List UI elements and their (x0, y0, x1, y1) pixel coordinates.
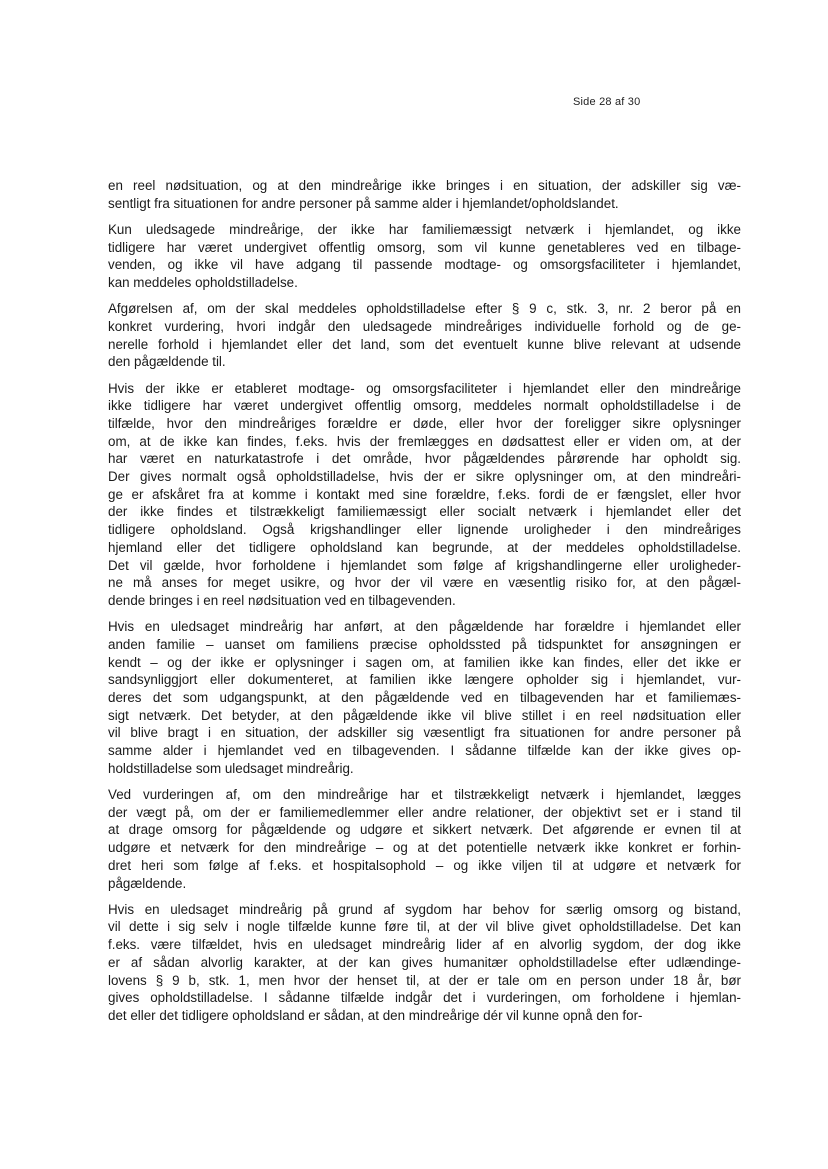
text-line: den pågældende til. (108, 354, 226, 370)
text-line: kan meddeles opholdstilladelse. (108, 275, 298, 291)
text-line: deres det som udgangspunkt, at den pågældende ved en tilbagevenden har et familiemæs- (108, 689, 741, 705)
text-line: tidligere har været undergivet offentlig omsorg, som vil kunne genetableres ved en tilbage- (108, 239, 741, 255)
text-line: en reel nødsituation, og at den mindreårige ikke bringes i en situation, der adskiller sig væ- (108, 178, 741, 193)
text-line: vil blive bragt i en situation, der adskiller sig væsentligt fra situationen for andre personer på (108, 725, 741, 741)
text-line: Hvis der ikke er etableret modtage- og omsorgsfaciliteter i hjemlandet eller den mindreårige (108, 380, 741, 396)
text-line: samme alder i hjemlandet ved en tilbagevenden. I sådanne tilfælde kan der ikke gives op- (108, 743, 741, 759)
text-line: har været en naturkatastrofe i det område, hvor pågældendes pårørende har opholdt sig. (108, 451, 741, 467)
text-line: Der gives normalt også opholdstilladelse, hvis der er sikre oplysninger om, at den mindreåri- (108, 469, 741, 485)
text-line: anden familie – uanset om familiens præcise opholdssted på tidspunktet for ansøgningen er (108, 636, 741, 652)
paragraph (108, 177, 741, 212)
paragraph (108, 901, 741, 1025)
text-line: pågældende. (108, 875, 187, 891)
text-line: der vægt på, om der er familiemedlemmer eller andre relationer, der objektivt set er i stand til (108, 804, 741, 820)
text-line: f.eks. være tilfældet, hvis en uledsaget mindreårig lider af en alvorlig sygdom, der dog ikke (108, 937, 741, 953)
text-line: venden, og ikke vil have adgang til passende modtage- og omsorgsfaciliteter i hjemlandet, (108, 257, 741, 273)
text-line: hjemland eller det tidligere opholdsland kan begrunde, at der meddeles opholdstilladelse. (108, 539, 741, 555)
text-line: dende bringes i en reel nødsituation ved en tilbagevenden. (108, 592, 456, 608)
paragraph (108, 221, 741, 292)
text-line: udgøre et netværk for den mindreårige – og at det potentielle netværk ikke konkret er forhin- (108, 840, 741, 856)
text-line: det eller det tidligere opholdsland er sådan, at den mindreårige dér vil kunne opnå den for- (108, 1007, 643, 1023)
text-line: Det vil gælde, hvor forholdene i hjemlandet som følge af krigshandlingerne eller uroligheder- (108, 557, 741, 573)
text-line: konkret vurdering, hvori indgår den uledsagede mindreåriges individuelle forhold og de ge- (108, 318, 741, 334)
text-line: ne må anses for meget usikre, og hvor der vil være en væsentlig risiko for, at den pågæl- (108, 575, 741, 591)
text-line: dret heri som følge af f.eks. et hospitalsophold – og ikke viljen til at udgøre et netværk for (108, 857, 741, 873)
text-line: gives opholdstilladelse. I sådanne tilfælde indgår det i vurderingen, om forholdene i hjemlan- (108, 990, 741, 1006)
text-line: tidligere opholdsland. Også krigshandlinger eller lignende uroligheder i den mindreåriges (108, 522, 741, 538)
text-line: ge er afskåret fra at komme i kontakt med sine forældre, f.eks. fordi de er fængslet, eller hvor (108, 486, 741, 502)
text-line: sentligt fra situationen for andre personer på samme alder i hjemlandet/opholdslandet. (108, 195, 619, 211)
text-line: er af sådan alvorlig karakter, at der kan gives humanitær opholdstilladelse efter udlændinge- (108, 954, 741, 970)
paragraph (108, 786, 741, 892)
paragraph (108, 380, 741, 610)
text-line: der ikke findes et tilstrækkeligt familiemæssigt eller socialt netværk i hjemlandet eller det (108, 504, 741, 520)
text-line: Ved vurderingen af, om den mindreårige har et tilstrækkeligt netværk i hjemlandet, lægges (108, 787, 741, 802)
paragraph (108, 300, 741, 371)
text-line: ikke tidligere har været undergivet offentlig omsorg, meddeles normalt opholdstilladelse i de (108, 398, 741, 414)
page-number-indicator: Side 28 af 30 (573, 96, 641, 108)
text-line: sandsynliggjort eller dokumenteret, at familien ikke længere opholder sig i hjemlandet, vur- (108, 672, 741, 688)
text-line: tilfælde, hvor den mindreåriges forældre er døde, eller hvor der foreligger sikre oplysninger (108, 415, 741, 431)
text-line: Kun uledsagede mindreårige, der ikke har familiemæssigt netværk i hjemlandet, og ikke (108, 221, 741, 237)
text-line: kendt – og der ikke er oplysninger i sagen om, at familien ikke kan findes, eller det ikke er (108, 654, 741, 670)
text-line: sigt netværk. Det betyder, at den pågældende ikke vil blive stillet i en reel nødsituation eller (108, 707, 741, 723)
text-line: Hvis en uledsaget mindreårig på grund af sygdom har behov for særlig omsorg og bistand, (108, 901, 741, 917)
text-line: Afgørelsen af, om der skal meddeles opholdstilladelse efter § 9 c, stk. 3, nr. 2 beror på en (108, 301, 741, 317)
text-line: lovens § 9 b, stk. 1, men hvor der henset til, at der er tale om en person under 18 år, bør (108, 972, 741, 988)
paragraph (108, 618, 741, 777)
text-line: om, at de ikke kan findes, f.eks. hvis der fremlægges en dødsattest eller er viden om, at der (108, 433, 741, 449)
document-body (108, 177, 741, 1033)
text-line: nerelle forhold i hjemlandet eller det land, som det eventuelt kunne blive relevant at udsende (108, 336, 741, 352)
text-line: Hvis en uledsaget mindreårig har anført, at den pågældende har forældre i hjemlandet eller (108, 619, 741, 635)
text-line: vil dette i sig selv i nogle tilfælde kunne føre til, at der vil blive givet opholdstilladelse. Det kan (108, 919, 741, 935)
text-line: at drage omsorg for pågældende og udgøre et sikkert netværk. Det afgørende er evnen til at (108, 822, 741, 838)
text-line: holdstilladelse som uledsaget mindreårig. (108, 760, 354, 776)
